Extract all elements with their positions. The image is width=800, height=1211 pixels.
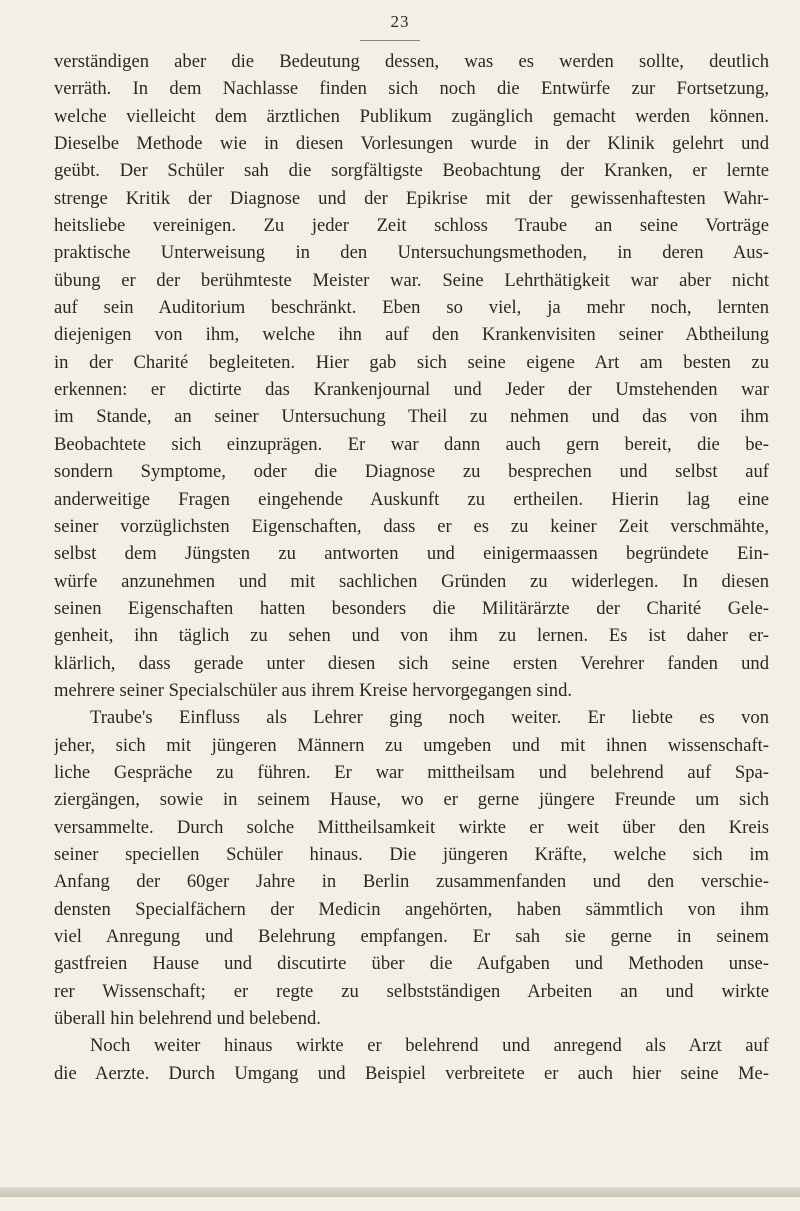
text-line: jeher, sich mit jüngeren Männern zu umgeben und mit ihnen wissenschaft- bbox=[54, 734, 769, 756]
text-line: heitsliebe vereinigen. Zu jeder Zeit schloss Traube an seine Vorträge bbox=[54, 215, 769, 237]
text-line: verräth. In dem Nachlasse finden sich noch die Entwürfe zur Fortsetzung, bbox=[54, 78, 769, 100]
text-line: ziergängen, sowie in seinem Hause, wo er gerne jüngere Freunde um sich bbox=[54, 789, 769, 811]
text-line: erkennen: er dictirte das Krankenjournal und Jeder der Umstehenden war bbox=[54, 379, 769, 401]
text-line: Traube's Einfluss als Lehrer ging noch weiter. Er liebte es von bbox=[90, 707, 769, 729]
text-line: seiner speciellen Schüler hinaus. Die jüngeren Kräfte, welche sich im bbox=[54, 843, 769, 865]
text-line: Beobachtete sich einzuprägen. Er war dann auch gern bereit, die be- bbox=[54, 433, 769, 455]
text-line: densten Specialfächern der Medicin angehörten, haben sämmtlich von ihm bbox=[54, 898, 769, 920]
text-line: mehrere seiner Specialschüler aus ihrem Kreise hervorgegangen sind. bbox=[54, 679, 573, 701]
text-line: würfe anzunehmen und mit sachlichen Gründen zu widerlegen. In diesen bbox=[54, 570, 769, 592]
text-line: in der Charité begleiteten. Hier gab sich seine eigene Art am besten zu bbox=[54, 351, 769, 373]
page-bottom-edge bbox=[0, 1187, 800, 1197]
body-text bbox=[54, 48, 769, 1087]
text-line: welche vielleicht dem ärztlichen Publikum zugänglich gemacht werden können. bbox=[54, 105, 769, 127]
text-line: die Aerzte. Durch Umgang und Beispiel verbreitete er auch hier seine Me- bbox=[54, 1062, 769, 1084]
text-line: rer Wissenschaft; er regte zu selbstständigen Arbeiten an und wirkte bbox=[54, 980, 769, 1002]
text-line: seinen Eigenschaften hatten besonders die Militärärzte der Charité Gele- bbox=[54, 597, 769, 619]
text-line: Noch weiter hinaus wirkte er belehrend und anregend als Arzt auf bbox=[90, 1035, 769, 1057]
text-line: liche Gespräche zu führen. Er war mittheilsam und belehrend auf Spa- bbox=[54, 761, 769, 783]
page-number-rule bbox=[360, 40, 420, 41]
text-line: übung er der berühmteste Meister war. Seine Lehrthätigkeit war aber nicht bbox=[54, 269, 769, 291]
text-line: verständigen aber die Bedeutung dessen, was es werden sollte, deutlich bbox=[54, 51, 769, 72]
page-number: 23 bbox=[390, 12, 410, 31]
text-line: viel Anregung und Belehrung empfangen. Er sah sie gerne in seinem bbox=[54, 926, 769, 947]
text-line: seiner vorzüglichsten Eigenschaften, dass er es zu keiner Zeit verschmähte, bbox=[54, 515, 769, 537]
text-line: selbst dem Jüngsten zu antworten und einigermaassen begründete Ein- bbox=[54, 543, 769, 565]
text-line: genheit, ihn täglich zu sehen und von ihm zu lernen. Es ist daher er- bbox=[54, 625, 769, 647]
text-line: anderweitige Fragen eingehende Auskunft zu ertheilen. Hierin lag eine bbox=[54, 488, 769, 510]
text-line: geübt. Der Schüler sah die sorgfältigste Beobachtung der Kranken, er lernte bbox=[54, 160, 769, 182]
text-line: sondern Symptome, oder die Diagnose zu besprechen und selbst auf bbox=[54, 461, 769, 483]
text-line: auf sein Auditorium beschränkt. Eben so viel, ja mehr noch, lernten bbox=[54, 297, 769, 319]
text-line: strenge Kritik der Diagnose und der Epikrise mit der gewissenhaftesten Wahr- bbox=[54, 187, 769, 209]
text-line: versammelte. Durch solche Mittheilsamkeit wirkte er weit über den Kreis bbox=[54, 816, 769, 838]
text-line: gastfreien Hause und discutirte über die Aufgaben und Methoden unse- bbox=[54, 953, 769, 975]
text-line: im Stande, an seiner Untersuchung Theil zu nehmen und das von ihm bbox=[54, 406, 769, 428]
text-line: klärlich, dass gerade unter diesen sich seine ersten Verehrer fanden und bbox=[54, 652, 769, 674]
text-line: Anfang der 60ger Jahre in Berlin zusammenfanden und den verschie- bbox=[54, 871, 769, 893]
text-line: Dieselbe Methode wie in diesen Vorlesungen wurde in der Klinik gelehrt und bbox=[54, 133, 769, 155]
text-line: überall hin belehrend und belebend. bbox=[54, 1008, 321, 1030]
text-line: diejenigen von ihm, welche ihn auf den Krankenvisiten seiner Abtheilung bbox=[54, 324, 769, 346]
text-line: praktische Unterweisung in den Untersuchungsmethoden, in deren Aus- bbox=[54, 242, 769, 264]
